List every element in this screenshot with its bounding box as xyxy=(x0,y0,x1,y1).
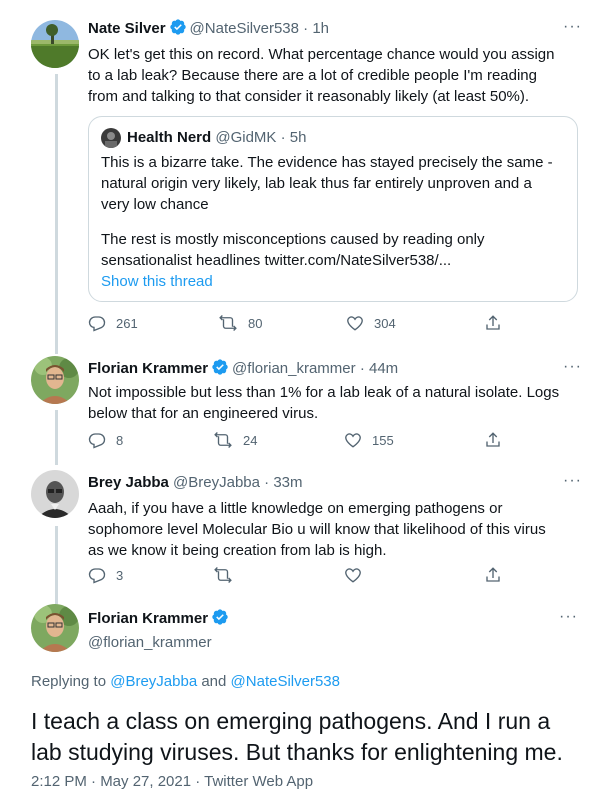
tweet-text: OK let's get this on record. What percentage chance would you assign to a lab leak? Because there are a lot of credible people I'm reading from and talking to that consider it reasonably likely (at least 50%). xyxy=(88,46,555,105)
tweet-actions xyxy=(88,313,508,333)
like-count: 304 xyxy=(374,315,396,331)
reply-icon xyxy=(88,431,106,449)
author-handle[interactable]: @BreyJabba xyxy=(173,474,260,491)
tweet-text: Aaah, if you have a little knowledge on emerging pathogens or sophomore level Molecular Bio u will know that likelihood of this virus as we know it being creation from lab is high. xyxy=(88,500,546,559)
quoted-author-name: Health Nerd xyxy=(127,129,212,146)
main-tweet-header xyxy=(88,608,578,654)
reply-icon xyxy=(88,566,106,584)
like-button[interactable] xyxy=(344,430,394,450)
author-name[interactable]: Florian Krammer xyxy=(88,610,209,627)
avatar[interactable] xyxy=(31,470,79,518)
main-tweet xyxy=(0,600,602,800)
like-button[interactable] xyxy=(346,313,396,333)
show-thread-link[interactable]: Show this thread xyxy=(101,273,213,290)
tweet-time[interactable]: · 1h xyxy=(303,20,330,37)
avatar[interactable] xyxy=(31,20,79,68)
share-icon xyxy=(484,431,502,449)
heart-icon xyxy=(346,314,364,332)
quoted-author-handle: @GidMK xyxy=(215,129,277,146)
tweet-header xyxy=(88,472,582,494)
author-handle[interactable]: @NateSilver538 xyxy=(189,20,299,37)
like-count: 155 xyxy=(372,432,394,448)
share-button[interactable] xyxy=(484,313,502,333)
retweet-count: 80 xyxy=(248,315,263,331)
retweet-icon xyxy=(213,431,233,449)
retweet-count: 24 xyxy=(243,432,258,448)
verified-badge-icon xyxy=(211,358,229,383)
tweet-timestamp[interactable]: 2:12 PM · May 27, 2021 · Twitter Web App xyxy=(31,773,314,790)
quoted-tweet[interactable] xyxy=(88,116,578,302)
avatar[interactable] xyxy=(31,356,79,404)
more-options-icon[interactable]: ··· xyxy=(563,358,582,375)
share-icon xyxy=(484,566,502,584)
like-button[interactable] xyxy=(344,565,362,585)
reply-count: 8 xyxy=(116,432,124,448)
tweet-time[interactable]: · 44m xyxy=(359,360,399,377)
quoted-link[interactable]: twitter.com/NateSilver538/... xyxy=(264,252,452,269)
tweet-florian-krammer[interactable] xyxy=(0,350,602,460)
quoted-text-para2 xyxy=(101,229,563,271)
replying-and: and xyxy=(197,673,231,690)
share-button[interactable] xyxy=(484,430,502,450)
reply-button[interactable] xyxy=(88,565,123,585)
retweet-button[interactable] xyxy=(213,565,233,585)
main-tweet-text: I teach a class on emerging pathogens. And I run a lab studying viruses. But thanks for enlightening me. xyxy=(31,708,563,765)
author-handle[interactable]: @florian_krammer xyxy=(88,634,212,651)
reply-button[interactable] xyxy=(88,313,138,333)
retweet-icon xyxy=(213,566,233,584)
retweet-button[interactable] xyxy=(218,313,262,333)
tweet-text: Not impossible but less than 1% for a lab leak of a natural isolate. Logs below that for an engineered virus. xyxy=(88,384,560,422)
tweet-actions xyxy=(88,430,508,450)
reply-icon xyxy=(88,314,106,332)
more-options-icon[interactable]: ··· xyxy=(563,472,582,489)
retweet-button[interactable] xyxy=(213,430,257,450)
replying-to xyxy=(31,672,340,692)
tweet-nate-silver[interactable] xyxy=(0,0,602,350)
avatar[interactable] xyxy=(31,604,79,652)
more-options-icon[interactable]: ··· xyxy=(559,608,578,625)
replying-prefix: Replying to xyxy=(31,673,111,690)
tweet-header xyxy=(88,358,582,380)
quoted-text-para2-body: The rest is mostly misconceptions caused by reading only sensationalist headlines xyxy=(101,231,485,269)
reply-user-link-1[interactable]: @BreyJabba xyxy=(110,673,198,690)
reply-count: 3 xyxy=(116,567,124,583)
author-name[interactable]: Florian Krammer xyxy=(88,360,209,377)
reply-user-link-2[interactable]: @NateSilver538 xyxy=(230,673,340,690)
quoted-avatar xyxy=(101,128,121,148)
tweet-time[interactable]: · 33m xyxy=(264,474,303,491)
reply-button[interactable] xyxy=(88,430,123,450)
author-name[interactable]: Brey Jabba xyxy=(88,474,169,491)
verified-badge-icon xyxy=(211,608,229,633)
share-button[interactable] xyxy=(484,565,502,585)
author-name[interactable]: Nate Silver xyxy=(88,20,166,37)
verified-badge-icon xyxy=(169,18,187,43)
reply-count: 261 xyxy=(116,315,138,331)
more-options-icon[interactable]: ··· xyxy=(563,18,582,35)
tweet-actions xyxy=(88,565,508,585)
retweet-icon xyxy=(218,314,238,332)
author-handle[interactable]: @florian_krammer xyxy=(232,360,356,377)
tweet-brey-jabba[interactable] xyxy=(0,462,602,592)
heart-icon xyxy=(344,431,362,449)
quoted-tweet-header xyxy=(101,127,306,149)
quoted-tweet-time: · 5h xyxy=(280,129,307,146)
heart-icon xyxy=(344,566,362,584)
quoted-text-para1: This is a bizarre take. The evidence has stayed precisely the same - natural origin very likely, lab leak thus far entirely unproven and a very low chance xyxy=(101,154,553,213)
share-icon xyxy=(484,314,502,332)
tweet-header xyxy=(88,18,582,40)
